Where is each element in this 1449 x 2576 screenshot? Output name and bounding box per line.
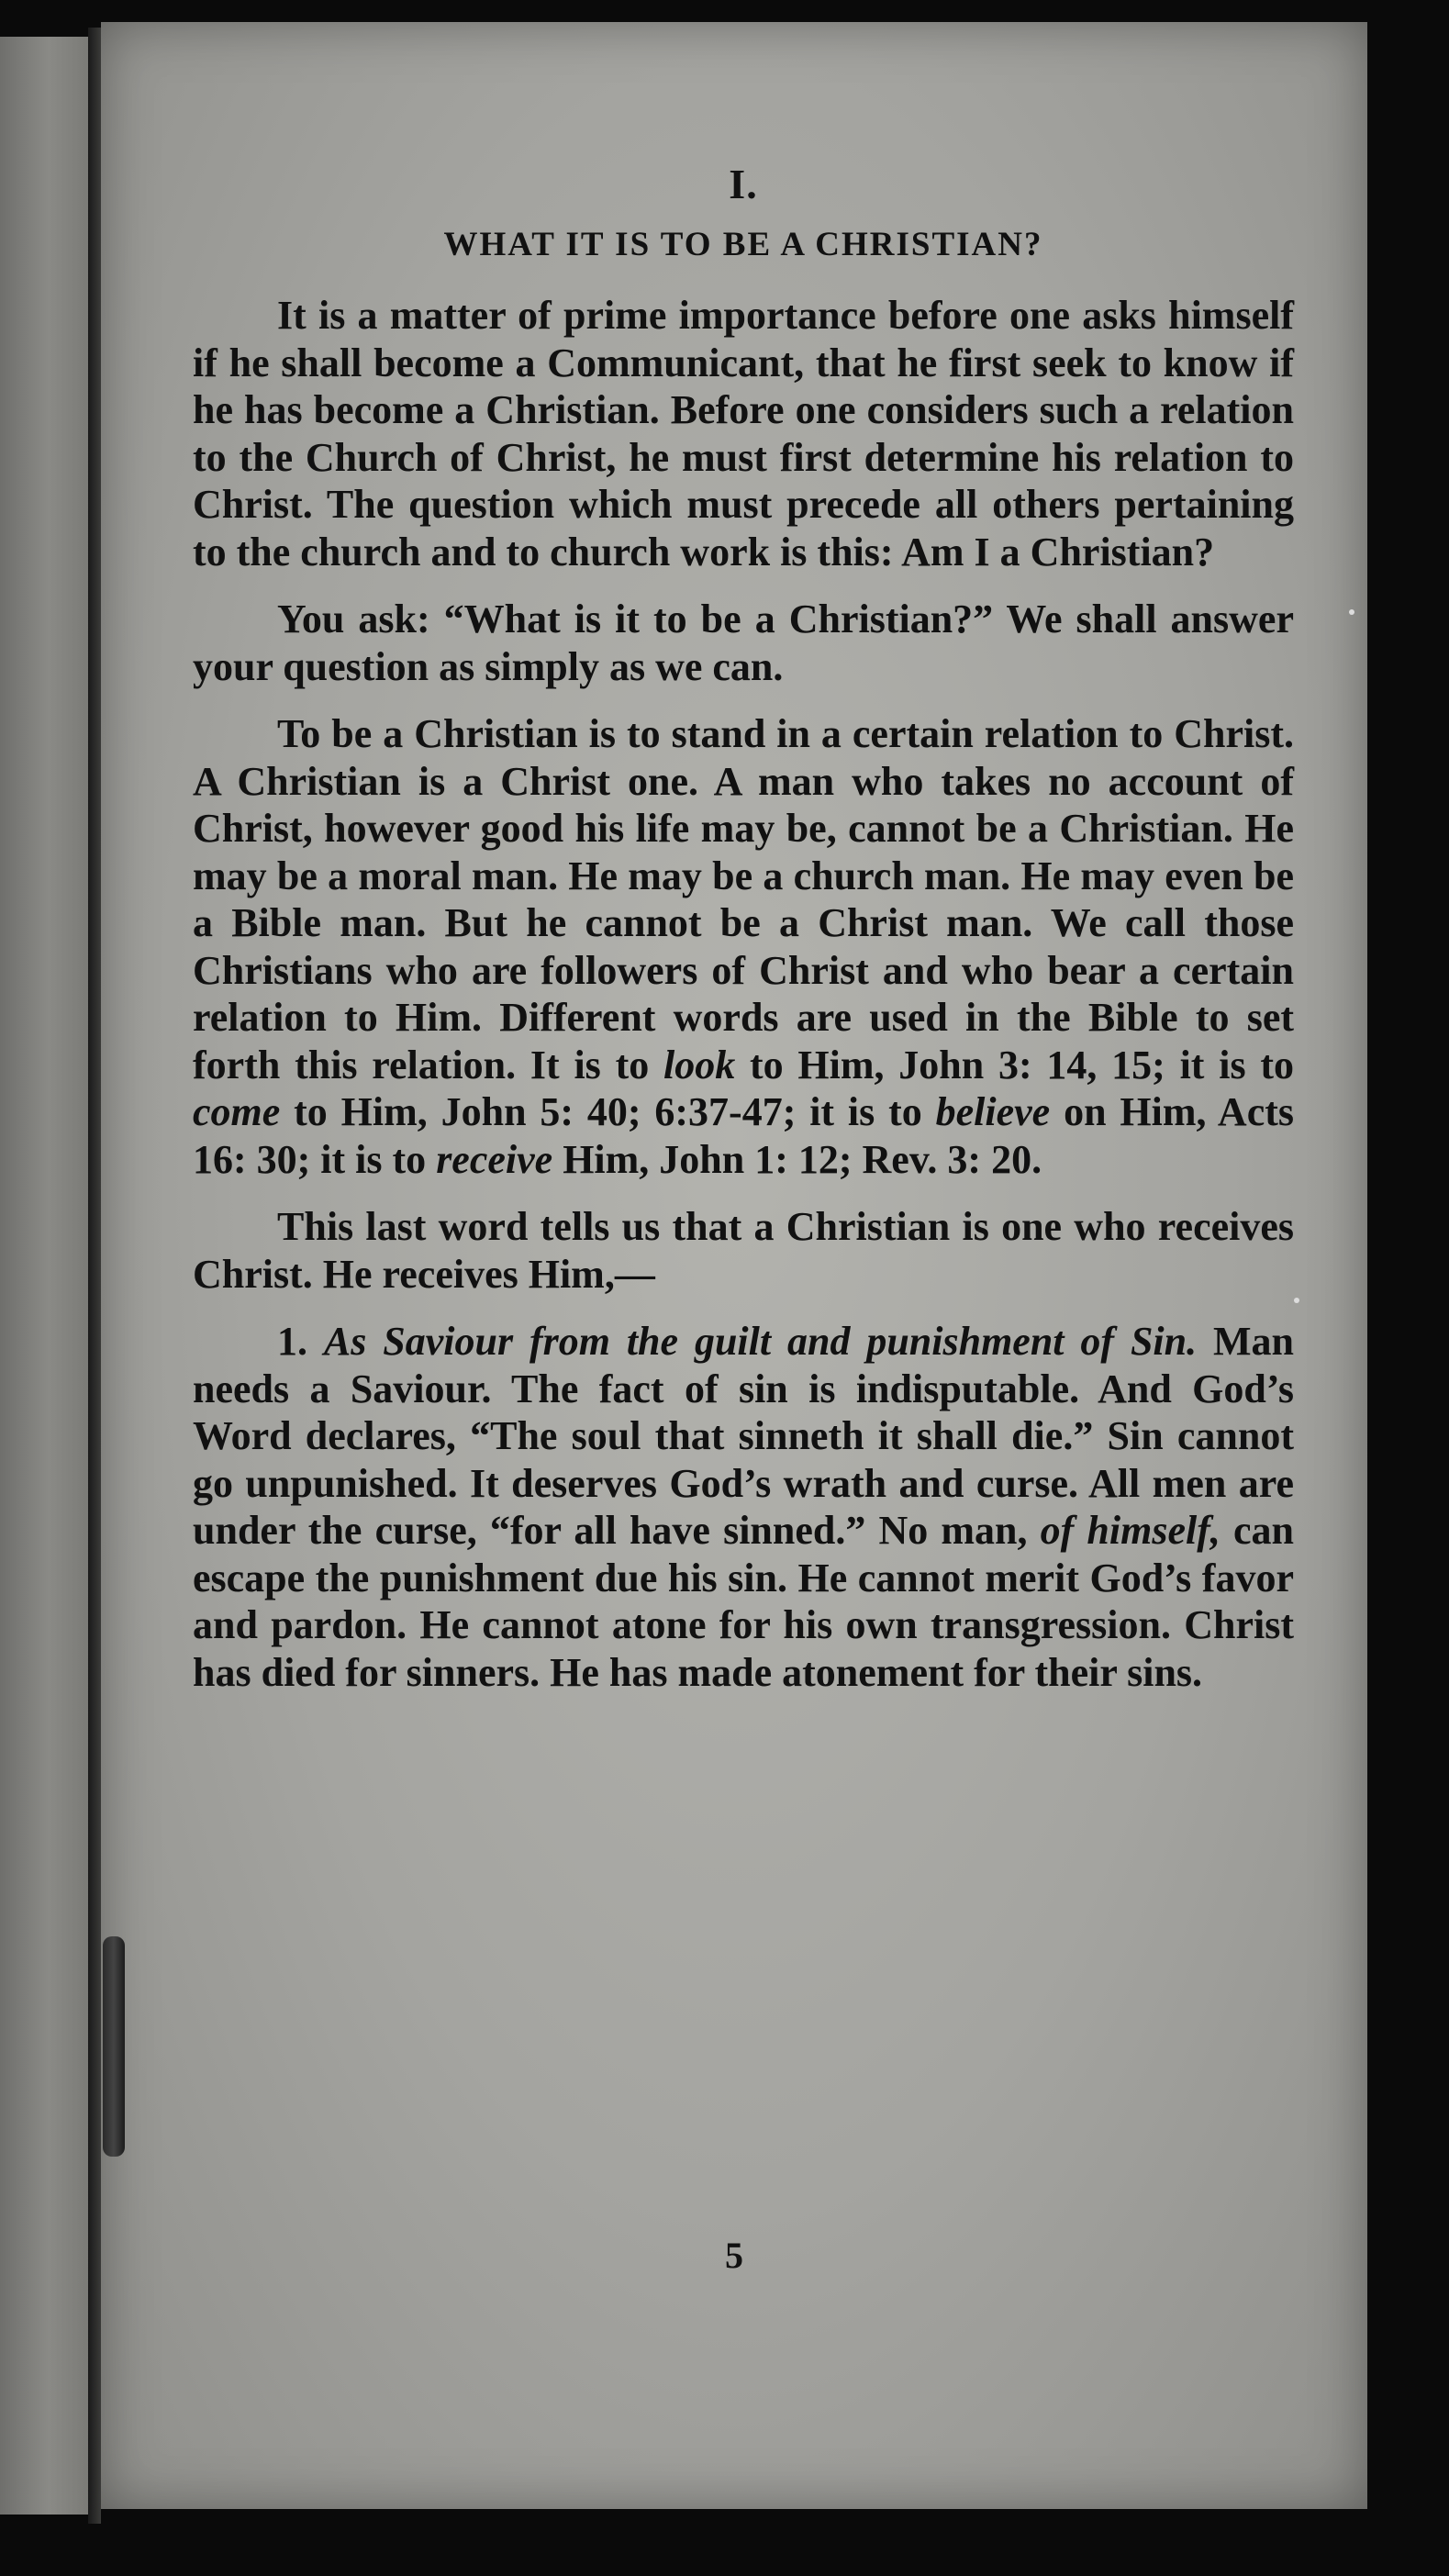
paragraph-3-text-d: on Him, Acts 16: 30; it is to <box>193 1089 1294 1182</box>
dust-speck <box>1294 1298 1299 1303</box>
paragraph-5-text-b: can escape the punishment due his sin. He cannot merit God’s favor and pardon. He cannot atone for his own transgression. Christ has died for sinners. He has made atonement for their sins. <box>193 1508 1294 1695</box>
page-number: 5 <box>725 2235 743 2276</box>
emphasis-look: look <box>663 1042 736 1087</box>
dust-speck <box>1349 609 1354 615</box>
paragraph-2: You ask: “What is it to be a Christian?” We shall answer your question as simply as we can. <box>193 597 1294 689</box>
paragraph-3 <box>193 710 1294 1183</box>
paragraph-3-text-b: to Him, John 3: 14, 15; it is to <box>735 1042 1294 1087</box>
section-number: 1. <box>277 1319 307 1364</box>
paragraph-4: This last word tells us that a Christian is one who receives Christ. He receives Him,— <box>193 1204 1294 1297</box>
chapter-title: WHAT IT IS TO BE A CHRISTIAN? <box>443 226 1043 263</box>
chapter-number: I. <box>729 161 758 207</box>
facing-page-edge <box>0 37 88 2515</box>
section-heading: As Saviour from the guilt and punishment of Sin. <box>323 1319 1198 1364</box>
paragraph-5 <box>193 1318 1294 1696</box>
emphasis-of-himself: of himself, <box>1040 1508 1221 1553</box>
paragraph-1: It is a matter of prime importance before one asks himself if he shall become a Communicant, that he first seek to know if he has become a Christian. Before one considers such a relation to the Church of Christ, he must first determine his relation to Christ. The question which must precede all others pertaining to the church and to church work is this: Am I a Christian? <box>193 293 1294 574</box>
emphasis-come: come <box>193 1089 281 1134</box>
emphasis-believe: believe <box>935 1089 1051 1134</box>
paragraph-3-text-a: To be a Christian is to stand in a certain relation to Christ. A Christian is a Christ one. A man who takes no account of Christ, however good his life may be, cannot be a Christian. He may be a moral man. He may be a church man. He may even be a Bible man. But he cannot be a Christ man. We call those Christians who are followers of Christ and who bear a certain relation to Him. Different words are used in the Bible to set forth this relation. It is to <box>193 711 1294 1087</box>
paragraph-3-text-c: to Him, John 5: 40; 6:37-47; it is to <box>280 1089 936 1134</box>
binding-clip <box>103 1936 125 2157</box>
paragraph-5-text-a: Man needs a Saviour. The fact of sin is indisputable. And God’s Word declares, “The soul that sinneth it shall die.” Sin cannot go unpunished. It deserves God’s wrath and curse. All men are under the curse, “for all have sinned.” No man, <box>193 1319 1295 1553</box>
paragraph-3-text-e: Him, John 1: 12; Rev. 3: 20. <box>552 1136 1042 1182</box>
page-text-block <box>193 160 1294 1716</box>
emphasis-receive: receive <box>436 1136 553 1182</box>
book-page <box>101 22 1367 2509</box>
book-spine <box>88 28 101 2524</box>
